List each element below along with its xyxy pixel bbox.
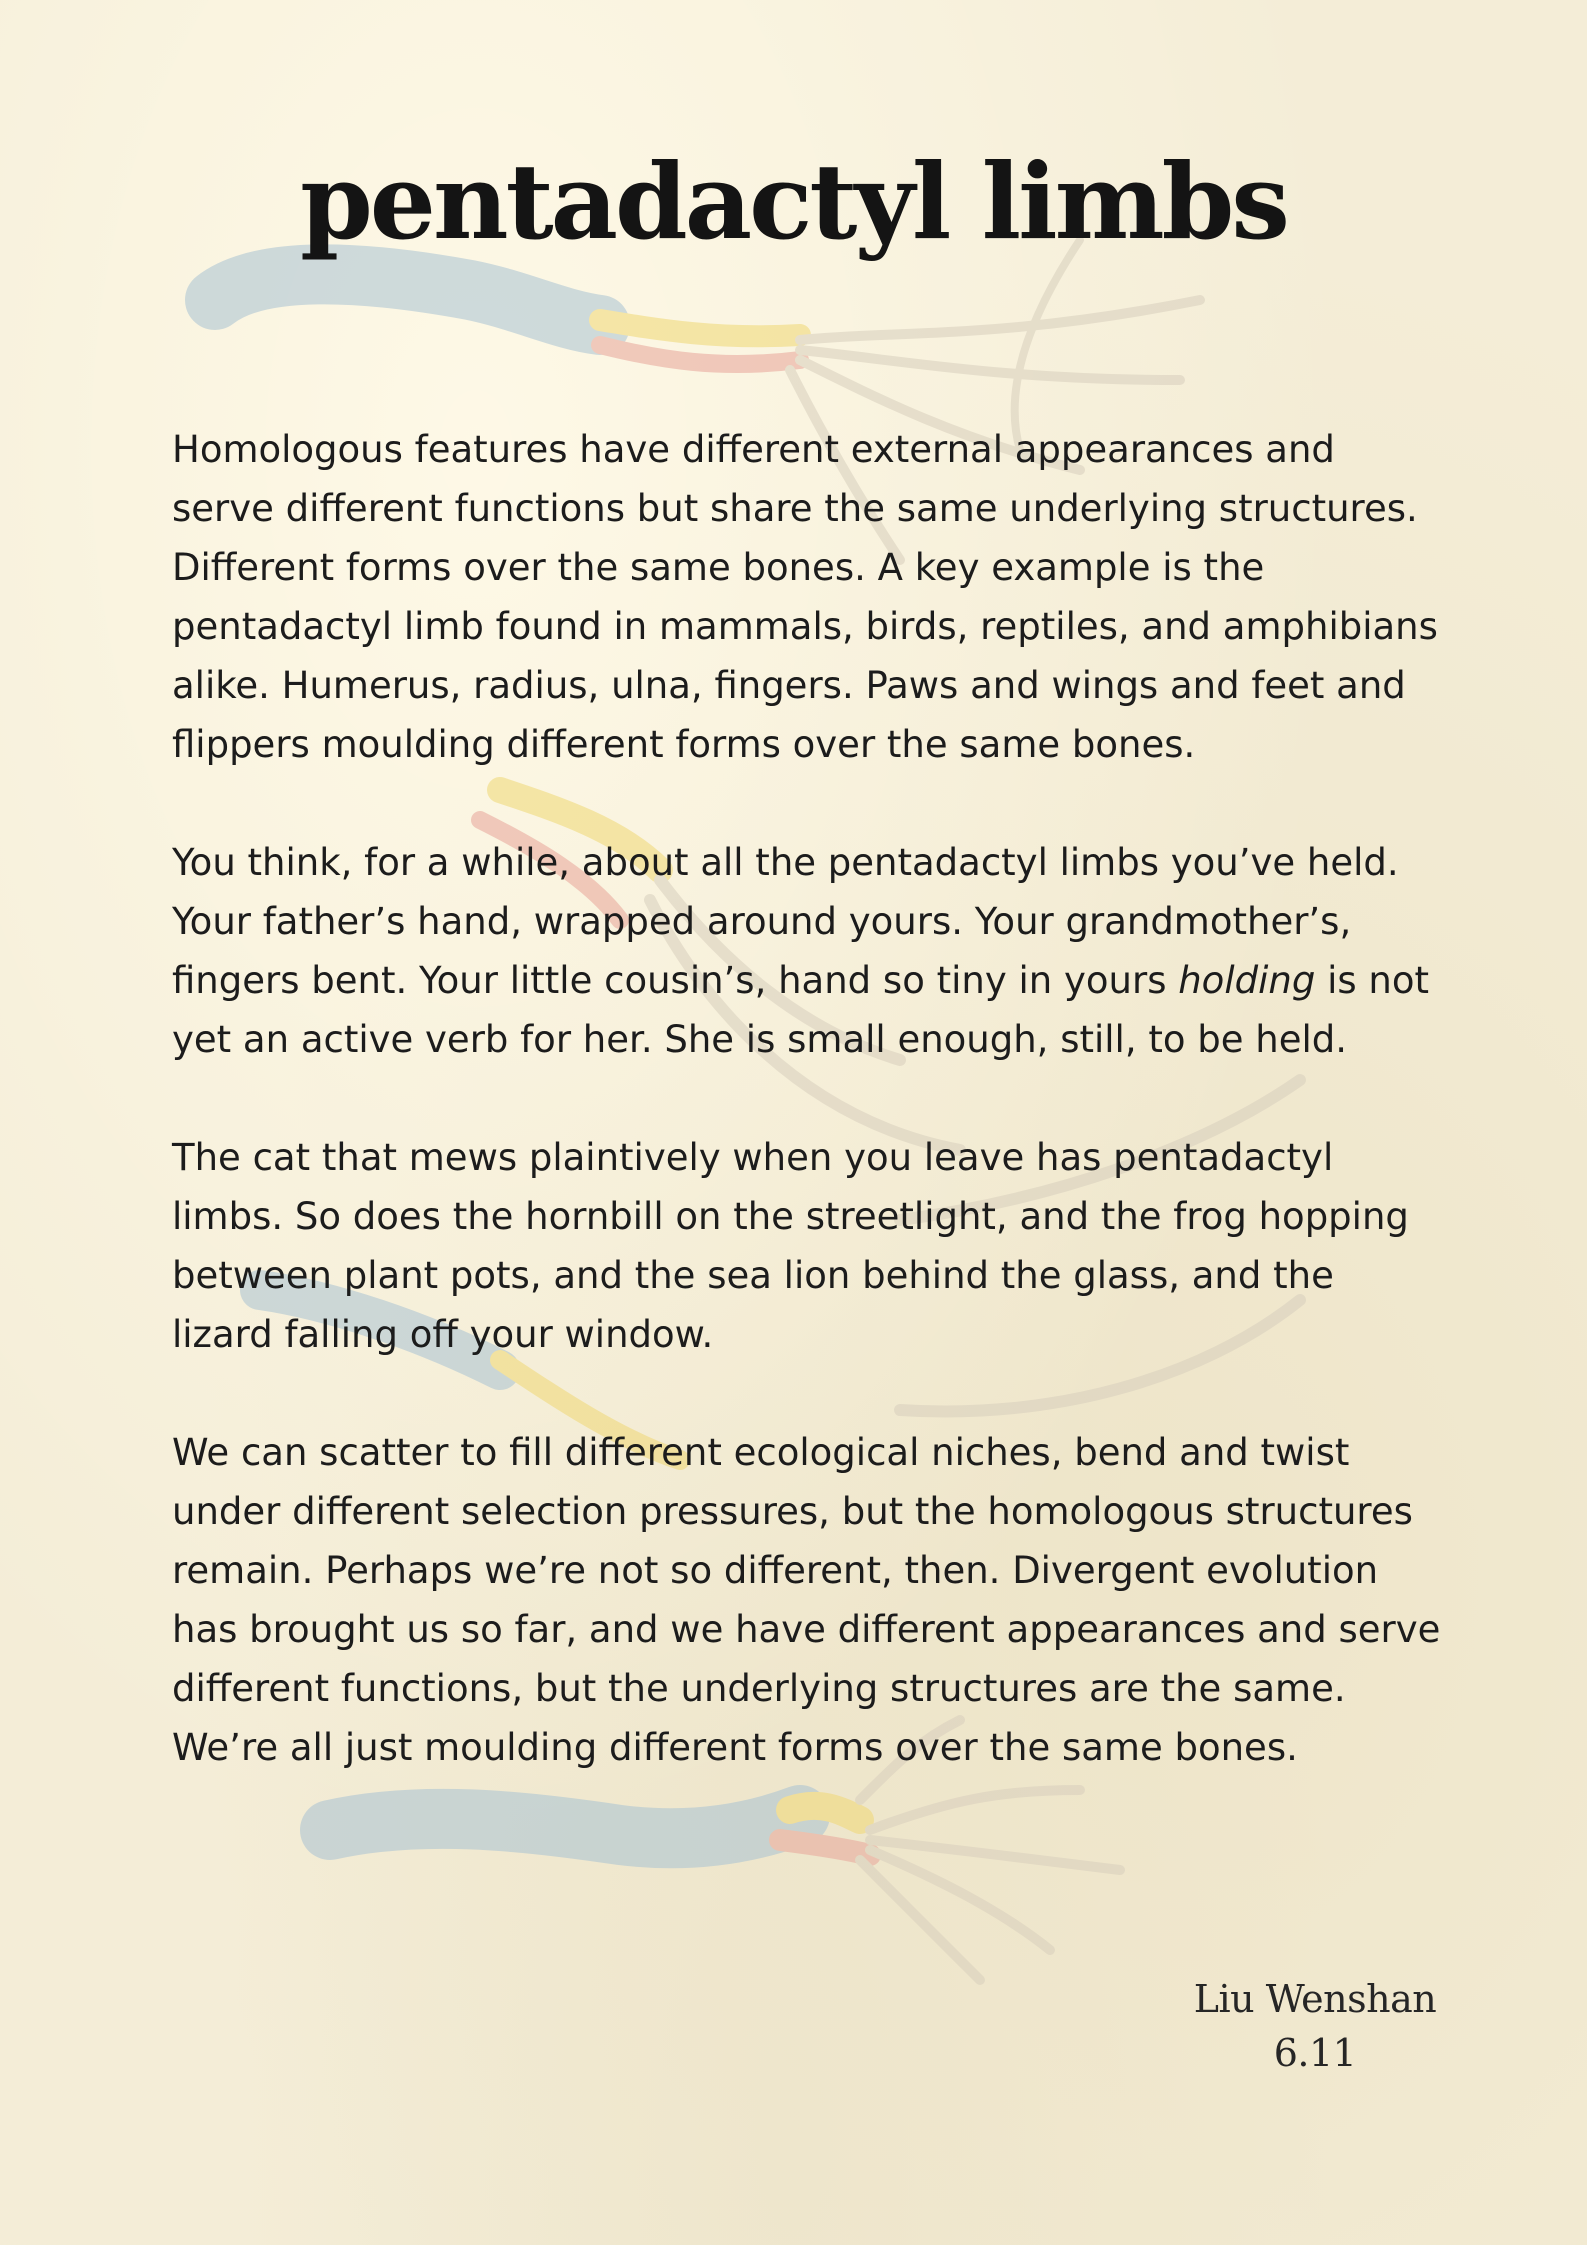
paragraph-3: The cat that mews plaintively when you leave has pentadactyl limbs. So does the hornbill on the streetlight, and the frog hopping between plant pots, and the sea lion behind the glass, and the lizard falling off your window. — [172, 1136, 1409, 1356]
paragraph-2-emphasis: holding — [1178, 959, 1316, 1002]
signature-date: 6.11 — [1273, 2031, 1357, 2075]
body-text — [172, 420, 1442, 1836]
paragraph-2-end: is not yet an active verb for her. She is small enough, still, to be held. — [172, 959, 1429, 1061]
paragraph-1: Homologous features have different external appearances and serve different functions but share the same underlying structures. Different forms over the same bones. A key example is the pentadactyl limb found in mammals, birds, reptiles, and amphibians alike. Humerus, radius, ulna, fingers. Paws and wings and feet and flippers moulding different forms over the same bones. — [172, 428, 1438, 766]
paragraph-2 — [172, 833, 1442, 1069]
page-title: pentadactyl limbs — [300, 140, 1287, 263]
signature — [1150, 1972, 1480, 2080]
author-name: Liu Wenshan — [1193, 1977, 1437, 2021]
paragraph-2-start: You think, for a while, about all the pentadactyl limbs you’ve held. Your father’s hand, wrapped around yours. Your grandmother’s, fingers bent. Your little cousin’s, hand so tiny in yours — [172, 841, 1399, 1002]
paragraph-4: We can scatter to fill different ecological niches, bend and twist under different selection pressures, but the homologous structures remain. Perhaps we’re not so different, then. Divergent evolution has brought us so far, and we have different appearances and serve different functions, but the underlying structures are the same. We’re all just moulding different forms over the same bones. — [172, 1431, 1441, 1769]
